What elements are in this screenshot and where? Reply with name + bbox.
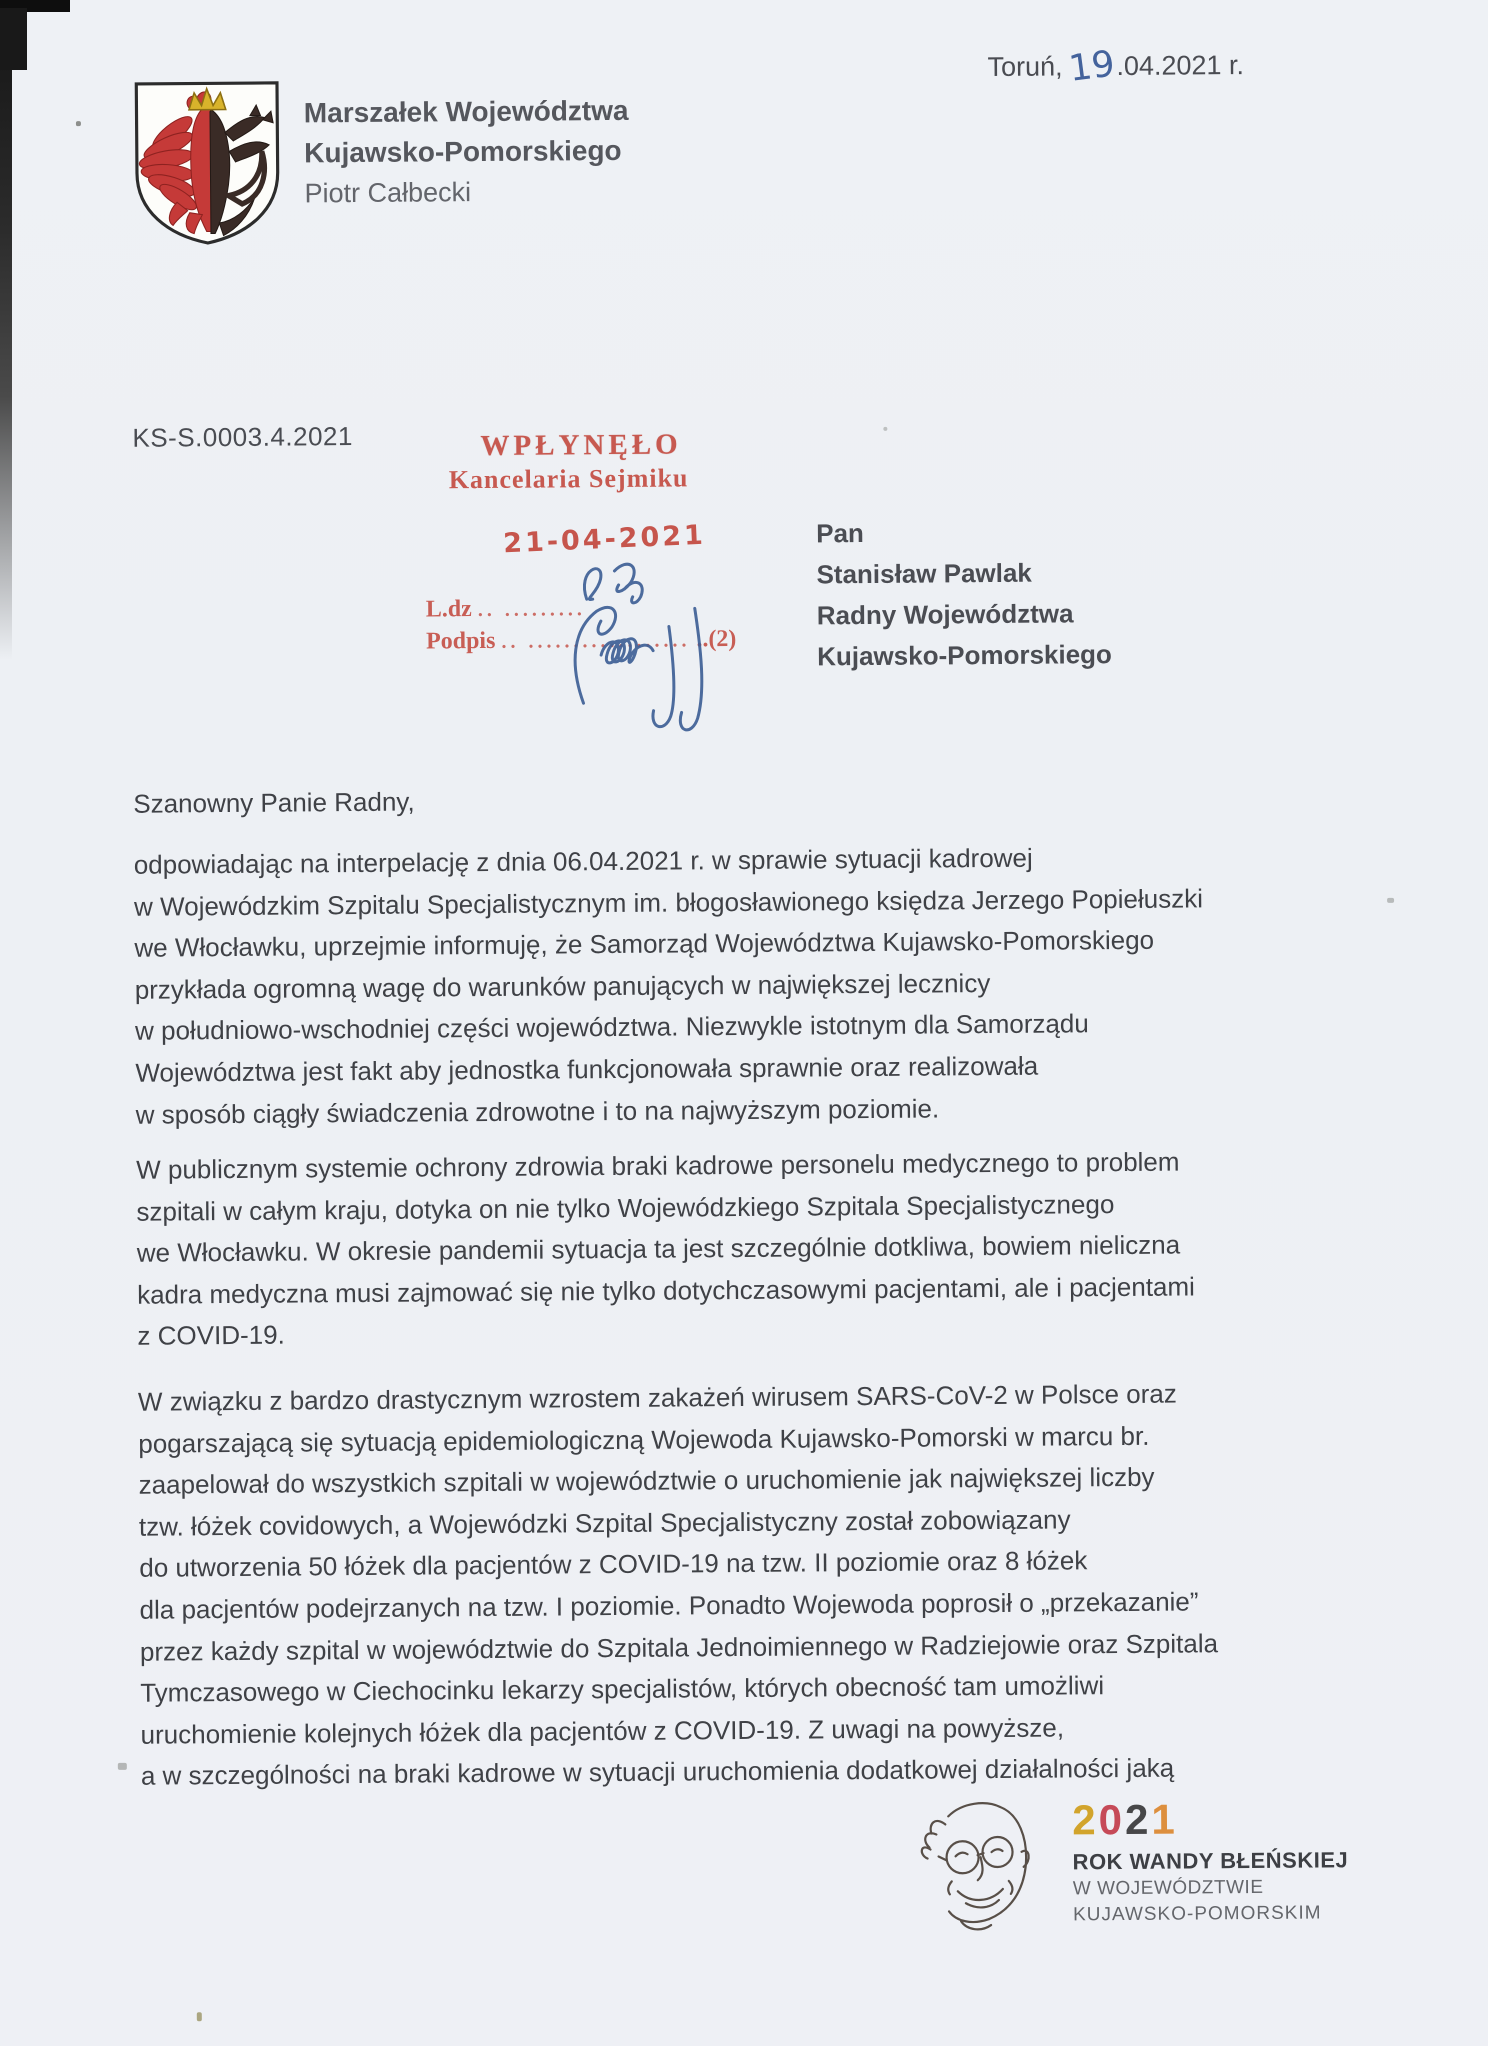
scan-speck bbox=[1387, 898, 1394, 903]
paragraph-2 bbox=[136, 1140, 1398, 1358]
stamp-received-label: WPŁYNĘŁO bbox=[480, 428, 682, 463]
stamp-office-label: Kancelaria Sejmiku bbox=[448, 463, 689, 495]
stamp-ldz-leader: .. ......... bbox=[477, 598, 586, 622]
scan-speck bbox=[76, 121, 81, 126]
stamp-podpis-leader: .. .................. bbox=[501, 629, 691, 653]
body-line: pogarszającą się sytuacją epidemiologiczną Wojewoda Kujawsko-Pomorski w marcu br. bbox=[138, 1420, 1150, 1459]
sender-title-line1: Marszałek Województwa bbox=[303, 94, 629, 129]
recipient-title-line2: Kujawsko-Pomorskiego bbox=[817, 639, 1112, 672]
body-line: Województwa jest fakt aby jednostka funkcjonowała sprawnie oraz realizowała bbox=[135, 1050, 1039, 1088]
year-digit: 0 bbox=[1098, 1796, 1126, 1844]
recipient-prefix: Pan bbox=[816, 518, 864, 549]
stamp-podpis-label: Podpis bbox=[425, 627, 496, 655]
body-line: uruchomienie kolejnych łóżek dla pacjentów z COVID-19. Z uwagi na powyższe, bbox=[140, 1712, 1065, 1750]
body-line: tzw. łóżek covidowych, a Wojewódzki Szpital Specjalistyczny został zobowiązany bbox=[138, 1504, 1071, 1542]
paragraph-1 bbox=[134, 835, 1396, 1136]
body-line: do utworzenia 50 łóżek dla pacjentów z COVID-19 na tzw. II poziomie oraz 8 łóżek bbox=[139, 1545, 1088, 1584]
body-line: we Włocławku, uprzejmie informuję, że Samorząd Województwa Kujawsko-Pomorskiego bbox=[134, 924, 1155, 963]
reference-number: KS-S.0003.4.2021 bbox=[132, 421, 354, 453]
stamp-ldz-label: L.dz bbox=[425, 596, 472, 623]
stamp-podpis-suffix: ..(2) bbox=[696, 626, 737, 653]
body-line: dla pacjentów podejrzanych na tzw. I poziomie. Ponadto Wojewoda poprosił o „przekazanie” bbox=[139, 1586, 1199, 1625]
stamp-date: 21-04-2021 bbox=[502, 519, 707, 560]
body-line: odpowiadając na interpelację z dnia 06.04.2021 r. w sprawie sytuacji kadrowej bbox=[133, 842, 1033, 880]
scan-speck bbox=[197, 2012, 202, 2021]
registry-received-stamp bbox=[422, 428, 737, 655]
recipient-title-line1: Radny Województwa bbox=[816, 598, 1074, 631]
body-line: przez każdy szpital w województwie do Szpitala Jednoimiennego w Radziejowie oraz Szpitala bbox=[139, 1627, 1219, 1667]
body-line: we Włocławku. W okresie pandemii sytuacja ta jest szczególnie dotkliwa, bowiem nieliczna bbox=[136, 1229, 1181, 1268]
campaign-subtitle-line1: W WOJEWÓDZTWIE bbox=[1072, 1876, 1264, 1900]
body-line: zaapelował do wszystkich szpitali w województwie o uruchomienie jak największej liczby bbox=[138, 1461, 1155, 1500]
year-digit: 2 bbox=[1072, 1796, 1099, 1844]
scan-speck bbox=[118, 1763, 127, 1770]
sender-name: Piotr Całbecki bbox=[304, 177, 472, 209]
wanda-blenska-portrait-sketch-icon bbox=[899, 1794, 1052, 1937]
sender-block bbox=[304, 91, 630, 214]
body-line: przykłada ogromną wagę do warunków panujących w największej lecznicy bbox=[134, 967, 991, 1005]
date-city: Toruń, bbox=[987, 51, 1063, 83]
campaign-year bbox=[1072, 1796, 1178, 1845]
body-line: szpitali w całym kraju, dotyka on nie tylko Wojewódzkiego Szpitala Specjalistycznego bbox=[136, 1188, 1115, 1227]
date-rest: .04.2021 r. bbox=[1116, 50, 1245, 82]
recipient-name: Stanisław Pawlak bbox=[816, 557, 1032, 590]
handwritten-signature bbox=[548, 550, 755, 744]
body-line: w Wojewódzkim Szpitalu Specjalistycznym im. błogosławionego księdza Jerzego Popiełuszki bbox=[133, 882, 1204, 922]
date-line bbox=[987, 42, 1245, 90]
body-line: z COVID-19. bbox=[137, 1319, 285, 1352]
year-digit: 2 bbox=[1124, 1795, 1152, 1844]
body-line: W publicznym systemie ochrony zdrowia braki kadrowe personelu medycznego to problem bbox=[136, 1146, 1180, 1185]
body-line: w sposób ciągły świadczenia zdrowotne i to na najwyższym poziomie. bbox=[135, 1093, 940, 1130]
campaign-subtitle-line2: KUJAWSKO-POMORSKIM bbox=[1072, 1902, 1322, 1926]
paragraph-3 bbox=[138, 1372, 1401, 1798]
campaign-title: ROK WANDY BŁEŃSKIEJ bbox=[1072, 1847, 1349, 1875]
sender-title-line2: Kujawsko-Pomorskiego bbox=[304, 134, 622, 169]
body-line: W związku z bardzo drastycznym wzrostem zakażeń wirusem SARS-CoV-2 w Polsce oraz bbox=[137, 1378, 1177, 1417]
body-line: w południowo-wschodniej części województwa. Niezwykle istotnym dla Samorządu bbox=[134, 1008, 1089, 1047]
handwritten-day: 19 bbox=[1066, 43, 1118, 90]
body-line: kadra medyczna musi zajmować się nie tylko dotychczasowymi pacjentami, ale i pacjentami bbox=[137, 1271, 1196, 1310]
year-digit: 1 bbox=[1151, 1795, 1178, 1843]
body-line: a w szczególności na braki kadrowe w sytuacji uruchomienia dodatkowej działalności jaką bbox=[140, 1752, 1175, 1792]
coat-of-arms-kujawsko-pomorskie-icon bbox=[126, 78, 289, 247]
salutation: Szanowny Panie Radny, bbox=[133, 786, 415, 819]
recipient-block bbox=[816, 511, 1112, 677]
body-line: Tymczasowego w Ciechocinku lekarzy specjalistów, których obecność tam umożliwi bbox=[140, 1670, 1105, 1708]
scan-speck bbox=[883, 427, 887, 431]
